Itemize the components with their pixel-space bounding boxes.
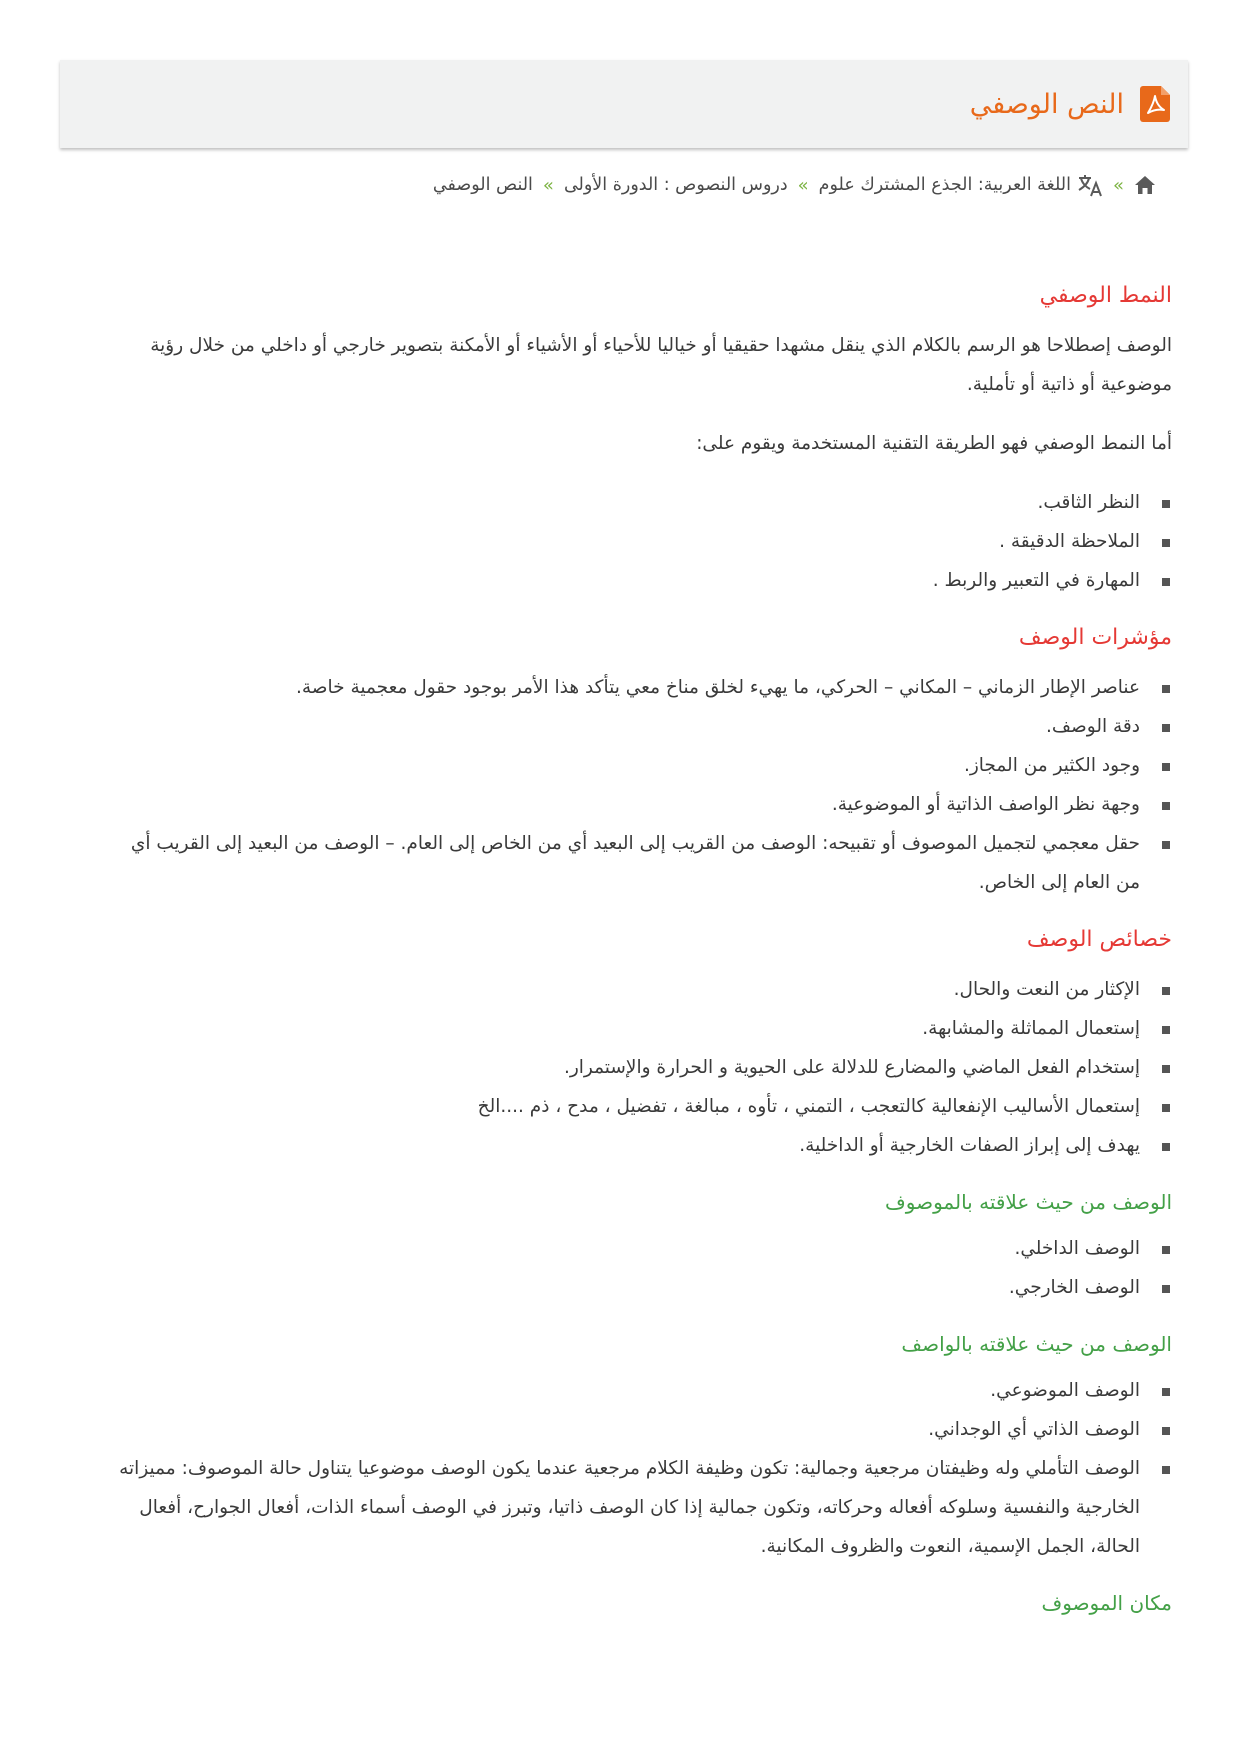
- list-item: يهدف إلى إبراز الصفات الخارجية أو الداخلية.: [108, 1126, 1140, 1165]
- list-item: إستخدام الفعل الماضي والمضارع للدلالة على الحيوية و الحرارة والإستمرار.: [108, 1048, 1140, 1087]
- list-item: الوصف الداخلي.: [108, 1229, 1140, 1268]
- section-heading-indicators: مؤشرات الوصف: [1018, 625, 1172, 650]
- subheading-place: مكان الموصوف: [1041, 1591, 1172, 1615]
- pattern-list: [108, 483, 1172, 600]
- list-item: الإكثار من النعت والحال.: [108, 970, 1140, 1009]
- list-item: دقة الوصف.: [108, 707, 1140, 746]
- article-content: [60, 280, 1188, 1618]
- breadcrumb-separator: »: [1112, 174, 1124, 196]
- title-bar: [60, 60, 1188, 148]
- translate-icon: [1077, 173, 1103, 197]
- subheading-by-described: الوصف من حيث علاقته بالموصوف: [885, 1190, 1172, 1214]
- list-item: إستعمال الأساليب الإنفعالية كالتعجب ، التمني ، تأوه ، مبالغة ، تفضيل ، مدح ، ذم ....الخ: [108, 1087, 1140, 1126]
- list-item: الوصف الموضوعي.: [108, 1371, 1140, 1410]
- features-list: [108, 970, 1172, 1165]
- breadcrumb-separator: »: [797, 174, 809, 196]
- by-describer-list: [108, 1371, 1172, 1566]
- by-described-list: [108, 1229, 1172, 1307]
- section-heading-features: خصائص الوصف: [1026, 927, 1172, 952]
- list-item: حقل معجمي لتجميل الموصوف أو تقبيحه: الوصف من القريب إلى البعيد أي من الخاص إلى العام. – الوصف من البعيد إلى القريب أي من العام إلى الخاص.: [108, 824, 1140, 902]
- list-item: المهارة في التعبير والربط .: [108, 561, 1140, 600]
- home-icon[interactable]: [1134, 175, 1156, 195]
- subheading-by-describer: الوصف من حيث علاقته بالواصف: [901, 1332, 1172, 1356]
- breadcrumb-item-subject[interactable]: اللغة العربية: الجذع المشترك علوم: [818, 175, 1071, 195]
- list-item: الوصف الذاتي أي الوجداني.: [108, 1410, 1140, 1449]
- indicators-list: [108, 668, 1172, 902]
- list-item: الملاحظة الدقيقة .: [108, 522, 1140, 561]
- list-item: النظر الثاقب.: [108, 483, 1140, 522]
- breadcrumb-item-lessons[interactable]: دروس النصوص : الدورة الأولى: [563, 175, 788, 195]
- list-item: إستعمال المماثلة والمشابهة.: [108, 1009, 1140, 1048]
- paragraph-definition: الوصف إصطلاحا هو الرسم بالكلام الذي ينقل مشهدا حقيقيا أو خياليا للأحياء أو الأشياء أو الأمكنة بتصوير خارجي أو داخلي من خلال رؤية موضوعية أو ذاتية أو تأملية.: [150, 335, 1172, 395]
- page-title: النص الوصفي: [969, 88, 1124, 120]
- pdf-file-icon[interactable]: [1140, 86, 1170, 122]
- page: [60, 60, 1188, 1630]
- list-item: عناصر الإطار الزماني – المكاني – الحركي، ما يهيء لخلق مناخ معي يتأكد هذا الأمر بوجود حقول معجمية خاصة.: [108, 668, 1140, 707]
- list-item: الوصف التأملي وله وظيفتان مرجعية وجمالية: تكون وظيفة الكلام مرجعية عندما يكون الوصف موضوعيا يتناول حالة الموصوف: مميزاته الخارجية والنفسية وسلوكه أفعاله وحركاته، وتكون جمالية إذا كان الوصف ذاتيا، وتبرز في الوصف أسماء الذات، أفعال الجوارح، أفعال الحالة، الجمل الإسمية، النعوت والظروف المكانية.: [108, 1449, 1140, 1566]
- breadcrumb-item-current: النص الوصفي: [432, 175, 533, 195]
- section-heading-pattern: النمط الوصفي: [1039, 283, 1172, 308]
- paragraph-pattern: أما النمط الوصفي فهو الطريقة التقنية المستخدمة ويقوم على:: [696, 433, 1172, 454]
- list-item: الوصف الخارجي.: [108, 1268, 1140, 1307]
- breadcrumb-separator: »: [542, 174, 554, 196]
- breadcrumb: [60, 170, 1188, 200]
- list-item: وجهة نظر الواصف الذاتية أو الموضوعية.: [108, 785, 1140, 824]
- list-item: وجود الكثير من المجاز.: [108, 746, 1140, 785]
